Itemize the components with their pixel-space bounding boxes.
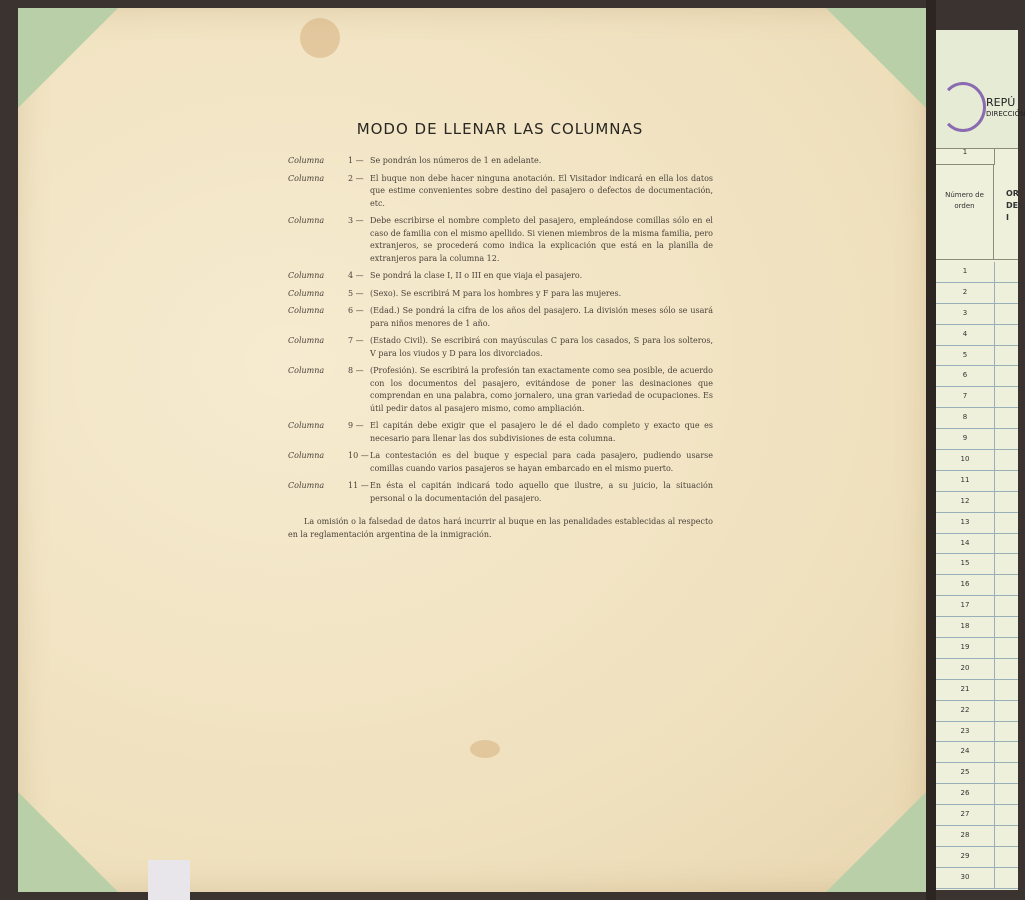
form-row	[936, 429, 1018, 450]
row-number: 13	[960, 517, 970, 526]
form-row	[936, 408, 1018, 429]
rule-text: (Edad.) Se pondrá la cifra de los años del pasajero. La división meses sólo se usará para niños menores de 1 año.	[370, 306, 713, 328]
form-header-title: REPÚ	[986, 96, 1016, 109]
rule-num: 4 —	[348, 271, 364, 280]
rule-item	[288, 305, 713, 330]
rule-label: Columna	[288, 288, 325, 298]
rule-label: Columna	[288, 336, 325, 345]
form-rows	[936, 262, 1018, 889]
rule-label: Columna	[288, 173, 325, 183]
row-number: 28	[960, 831, 970, 840]
form-row	[936, 346, 1018, 367]
rule-label: Columna	[288, 156, 325, 165]
row-number: 19	[960, 643, 970, 652]
rule-label: Columna	[288, 481, 325, 490]
row-number: 17	[960, 601, 970, 610]
rule-item	[288, 215, 713, 265]
rule-num: 6 —	[348, 306, 364, 315]
form-row	[936, 742, 1018, 763]
row-number: 30	[960, 872, 970, 881]
form-row	[936, 617, 1018, 638]
rule-num: 5 —	[348, 288, 364, 298]
row-number: 22	[960, 705, 970, 714]
rule-num: 1 —	[348, 156, 364, 165]
row-number: 12	[960, 496, 970, 505]
rule-text: El buque non debe hacer ninguna anotación. El Visitador indicará en ella los datos que estime convenientes sobre destino del pasajero o defectos de documentación, etc.	[370, 173, 713, 208]
rule-num: 11 —	[348, 481, 369, 490]
form-row	[936, 868, 1018, 889]
row-number: 25	[960, 768, 970, 777]
seal-stamp-icon	[940, 82, 986, 132]
rule-item	[288, 173, 713, 211]
column-title: Número de orden	[936, 164, 994, 260]
form-row	[936, 575, 1018, 596]
row-number: 29	[960, 851, 970, 860]
form-row	[936, 325, 1018, 346]
row-number: 18	[960, 622, 970, 631]
rule-text: Se pondrá la clase I, II o III en que viaja el pasajero.	[370, 271, 583, 280]
rule-text: La contestación es del buque y especial para cada pasajero, pudiendo usarse comillas cuando varios pasajeros se hayan embarcado en el mismo puerto.	[370, 451, 713, 473]
rule-item	[288, 335, 713, 360]
row-number: 10	[960, 455, 970, 464]
paper-tab	[148, 860, 190, 900]
form-row	[936, 722, 1018, 743]
row-number: 4	[962, 329, 968, 338]
rules-list	[288, 155, 713, 510]
row-number: 3	[962, 308, 968, 317]
page-title: MODO DE LLENAR LAS COLUMNAS	[356, 120, 644, 138]
rule-item	[288, 450, 713, 475]
rule-num: 3 —	[348, 216, 364, 225]
form-row	[936, 680, 1018, 701]
form-row	[936, 847, 1018, 868]
rule-item	[288, 155, 713, 168]
form-row	[936, 387, 1018, 408]
rule-label: Columna	[288, 451, 325, 460]
rule-item	[288, 288, 713, 301]
form-row	[936, 450, 1018, 471]
form-row	[936, 826, 1018, 847]
column-number: 1	[936, 148, 995, 165]
column-2-title: OR DEL I	[994, 164, 1018, 260]
rule-label: Columna	[288, 271, 325, 280]
form-header	[936, 30, 1025, 149]
rule-text: (Sexo). Se escribirá M para los hombres y F para las mujeres.	[370, 288, 622, 298]
form-row	[936, 513, 1018, 534]
form-row	[936, 554, 1018, 575]
stain	[470, 740, 500, 758]
row-number: 23	[960, 726, 970, 735]
rule-text: En ésta el capitán indicará todo aquello que ilustre, a su juicio, la situación personal o la documentación del pasajero.	[370, 481, 713, 503]
row-number: 16	[960, 580, 970, 589]
form-header-subtitle: DIRECCIÓN	[986, 110, 1025, 118]
rule-num: 10 —	[348, 451, 369, 460]
row-number: 8	[962, 413, 968, 422]
rule-item	[288, 365, 713, 415]
rule-text: (Estado Civil). Se escribirá con mayúsculas C para los casados, S para los solteros, V para los viudos y D para los divorciados.	[370, 336, 713, 358]
row-number: 7	[962, 392, 968, 401]
rule-item	[288, 270, 713, 283]
row-number: 6	[962, 371, 968, 380]
row-number: 20	[960, 663, 970, 672]
rule-num: 7 —	[348, 336, 364, 345]
book-spine	[926, 0, 936, 900]
rule-item	[288, 420, 713, 445]
form-row	[936, 304, 1018, 325]
row-number: 1	[962, 267, 968, 275]
row-number: 27	[960, 810, 970, 819]
photo-corner-top-left	[18, 8, 118, 108]
photo-corner-top-right	[826, 8, 926, 108]
photo-corner-bottom-right	[826, 792, 926, 892]
row-number: 2	[962, 287, 968, 296]
row-number: 14	[960, 538, 970, 547]
rule-text: Debe escribirse el nombre completo del pasajero, empleándose comillas sólo en el caso de familia con el mismo apellido. Si vienen miembros de la misma familia, pero extranjeros, se procederá como indica la explicación que está en la planilla de extranjeros para la columna 12.	[370, 216, 713, 263]
rule-text: El capitán debe exigir que el pasajero le dé el dado completo y exacto que es necesario para llenar las dos subdivisiones de esta columna.	[370, 421, 713, 443]
row-number: 5	[962, 350, 968, 359]
form-row	[936, 805, 1018, 826]
form-row	[936, 596, 1018, 617]
stain	[300, 18, 340, 58]
form-row	[936, 283, 1018, 304]
row-number: 24	[960, 747, 970, 756]
rule-text: Se pondrán los números de 1 en adelante.	[370, 156, 542, 165]
form-row	[936, 763, 1018, 784]
form-row	[936, 366, 1018, 387]
rule-label: Columna	[288, 421, 325, 430]
rule-text: (Profesión). Se escribirá la profesión tan exactamente como sea posible, de acuerdo con los documentos del pasajero, evitándose de poner las desinaciones que comprendan en una palabra, como jornalero, una gran variedad de ocupaciones. Es útil pedir datos al pasajero mismo, como ampliación.	[370, 366, 713, 413]
row-number: 9	[962, 434, 968, 443]
form-row	[936, 701, 1018, 722]
row-number: 15	[960, 559, 970, 568]
rule-label: Columna	[288, 216, 325, 225]
rule-label: Columna	[288, 306, 325, 315]
form-row	[936, 534, 1018, 555]
form-row	[936, 471, 1018, 492]
form-row	[936, 262, 1018, 283]
rule-item	[288, 480, 713, 505]
rule-num: 9 —	[348, 421, 364, 430]
form-row	[936, 492, 1018, 513]
form-row	[936, 784, 1018, 805]
photo-corner-bottom-left	[18, 792, 118, 892]
row-number: 21	[960, 684, 970, 693]
form-row	[936, 638, 1018, 659]
row-number: 26	[960, 789, 970, 798]
passenger-form-page	[936, 30, 1025, 890]
rule-num: 2 —	[348, 173, 364, 183]
footer-note: La omisión o la falsedad de datos hará incurrir al buque en las penalidades establecidas al respecto en la reglamentación argentina de la inmigración.	[288, 517, 713, 539]
form-row	[936, 659, 1018, 680]
rule-num: 8 —	[348, 366, 364, 375]
rule-label: Columna	[288, 366, 325, 375]
row-number: 11	[960, 475, 970, 484]
